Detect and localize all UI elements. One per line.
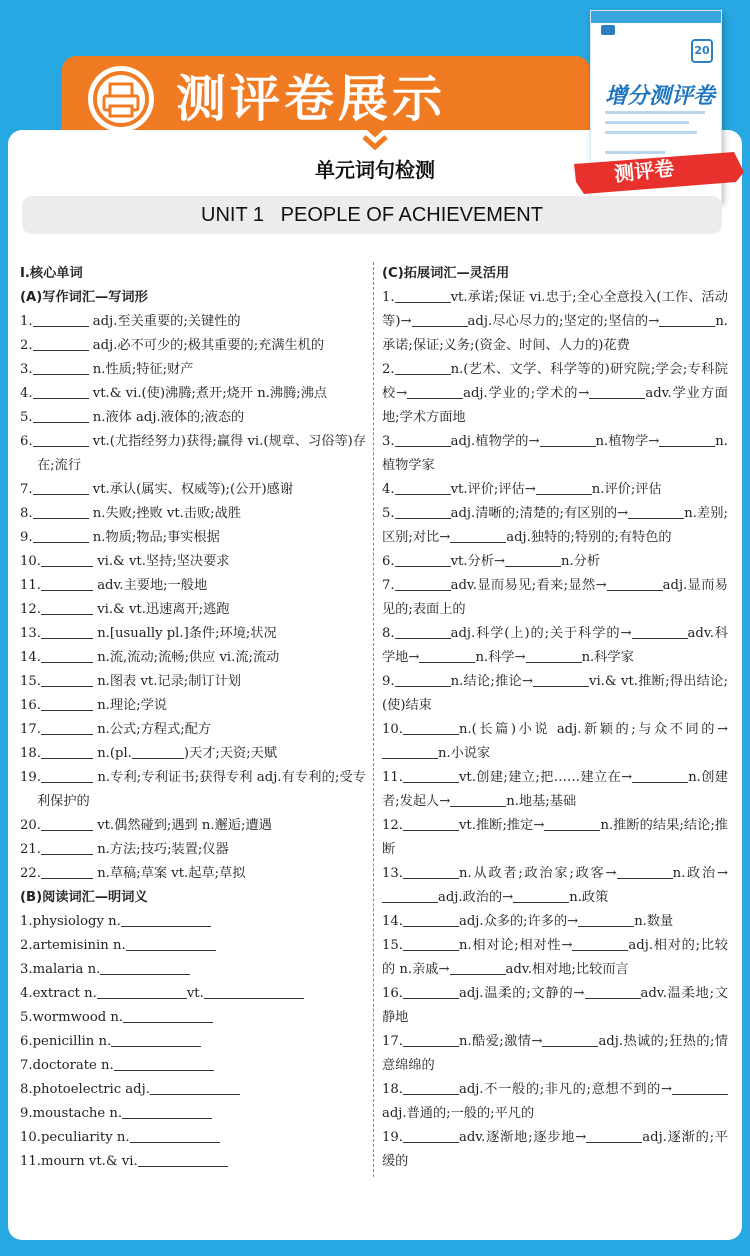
- answer-blank[interactable]: [536, 480, 592, 495]
- list-item: 10. n.(长篇)小说 adj.新颖的;与众不同的→n.小说家: [382, 722, 728, 761]
- book-title: 增分测评卷: [605, 84, 716, 109]
- list-item: 6. vt.分析→ n.分析: [382, 554, 601, 569]
- answer-blank[interactable]: [395, 504, 451, 519]
- list-item: 7.doctorate n.: [20, 1054, 366, 1078]
- answer-blank[interactable]: [542, 1032, 598, 1047]
- answer-blank[interactable]: [395, 288, 451, 303]
- list-item: 14. n.流,流动;流畅;供应 vi.流;流动: [20, 650, 280, 665]
- subsection-heading-a: (A)写作词汇—写词形: [20, 290, 148, 305]
- book-number: 20: [691, 39, 713, 63]
- list-item: 8.photoelectric adj.: [20, 1078, 366, 1102]
- right-column: [382, 262, 728, 1174]
- answer-blank[interactable]: [632, 624, 688, 639]
- list-item: 8. n.失败;挫败 vt.击败;战胜: [20, 506, 242, 521]
- answer-blank[interactable]: [632, 768, 688, 783]
- answer-blank[interactable]: [33, 312, 89, 327]
- answer-blank[interactable]: [41, 864, 93, 879]
- answer-blank[interactable]: [41, 648, 93, 663]
- answer-blank[interactable]: [41, 672, 93, 687]
- list-item: 12. vi.& vt.迅速离开;逃跑: [20, 602, 230, 617]
- answer-blank[interactable]: [395, 480, 451, 495]
- answer-blank[interactable]: [41, 768, 93, 783]
- list-item: 13. n.[usually pl.]条件;环境;状况: [20, 626, 277, 641]
- answer-blank[interactable]: [395, 576, 451, 591]
- list-item: 14. adj.众多的;许多的→ n.数量: [382, 914, 674, 929]
- answer-blank[interactable]: [533, 672, 589, 687]
- answer-blank[interactable]: [138, 1152, 228, 1167]
- answer-blank[interactable]: [544, 816, 600, 831]
- list-item: 16. n.理论;学说: [20, 698, 168, 713]
- document-title: 单元词句检测: [315, 158, 435, 182]
- answer-blank[interactable]: [121, 912, 211, 927]
- list-item: 12. vt.推断;推定→ n.推断的结果;结论;推断: [382, 818, 728, 857]
- list-item: 19. n.专利;专利证书;获得专利 adj.有专利的;受专利保护的: [20, 770, 366, 809]
- answer-blank[interactable]: [41, 600, 93, 615]
- list-item: 5. n.液体 adj.液体的;液态的: [20, 410, 245, 425]
- list-item: 18. n.(pl. )天才;天资;天赋: [20, 746, 278, 761]
- answer-blank[interactable]: [33, 528, 89, 543]
- answer-blank[interactable]: [111, 1032, 201, 1047]
- left-column: [20, 262, 366, 1174]
- answer-blank[interactable]: [513, 888, 569, 903]
- answer-blank[interactable]: [607, 576, 663, 591]
- answer-blank[interactable]: [403, 936, 459, 951]
- answer-blank[interactable]: [33, 384, 89, 399]
- publisher-logo-icon: [601, 25, 615, 35]
- answer-blank[interactable]: [585, 984, 641, 999]
- answer-blank[interactable]: [41, 744, 93, 759]
- column-divider: [373, 262, 374, 1177]
- answer-blank[interactable]: [403, 984, 459, 999]
- list-item: 4. vt.& vi.(使)沸腾;煮开;烧开 n.沸腾;沸点: [20, 386, 328, 401]
- answer-blank[interactable]: [33, 360, 89, 375]
- subsection-heading-c: (C)拓展词汇—灵活用: [382, 266, 510, 281]
- answer-blank[interactable]: [578, 912, 634, 927]
- answer-blank[interactable]: [41, 552, 93, 567]
- answer-blank[interactable]: [628, 504, 684, 519]
- list-item: 1.physiology n.: [20, 910, 366, 934]
- list-item: 21. n.方法;技巧;装置;仪器: [20, 842, 229, 857]
- answer-blank[interactable]: [395, 432, 451, 447]
- answer-blank[interactable]: [450, 960, 506, 975]
- answer-blank[interactable]: [403, 864, 459, 879]
- list-item: 8. adj.科学(上)的;关于科学的→ adv.科学地→ n.科学→ n.科学家: [382, 626, 728, 665]
- list-item: 11. adv.主要地;一般地: [20, 578, 208, 593]
- list-item: 18. adj.不一般的;非凡的;意想不到的→adj.普通的;一般的;平凡的: [382, 1078, 728, 1126]
- list-item: 4.extract n. vt.: [20, 982, 366, 1006]
- answer-blank[interactable]: [586, 1128, 642, 1143]
- chevron-down-icon: [360, 120, 390, 154]
- answer-blank[interactable]: [41, 624, 93, 639]
- list-item: 6. vt.(尤指经努力)获得;赢得 vi.(规章、习俗等)存在;流行: [20, 434, 366, 473]
- list-item: 15. n.相对论;相对性→ adj.相对的;比较的 n.亲戚→ adv.相对地;比较而言: [382, 938, 728, 977]
- answer-blank[interactable]: [33, 480, 89, 495]
- answer-blank[interactable]: [150, 1080, 240, 1095]
- banner-title: 测评卷展示: [176, 70, 446, 128]
- answer-blank[interactable]: [407, 384, 463, 399]
- answer-blank[interactable]: [122, 1104, 212, 1119]
- list-item: 10. vi.& vt.坚持;坚决要求: [20, 554, 230, 569]
- answer-blank[interactable]: [395, 552, 451, 567]
- list-item: 9.moustache n.: [20, 1102, 366, 1126]
- answer-blank[interactable]: [572, 936, 628, 951]
- answer-blank[interactable]: [412, 312, 468, 327]
- subsection-heading-b: (B)阅读词汇—明词义: [20, 890, 148, 905]
- list-item: 20. vt.偶然碰到;遇到 n.邂逅;遭遇: [20, 818, 272, 833]
- answer-blank[interactable]: [450, 528, 506, 543]
- answer-blank[interactable]: [41, 576, 93, 591]
- list-item: 10.peculiarity n.: [20, 1126, 366, 1150]
- answer-blank[interactable]: [403, 1032, 459, 1047]
- book-ribbon-label: 测评卷: [613, 155, 676, 187]
- section-heading: Ⅰ.核心单词: [20, 266, 83, 281]
- answer-blank[interactable]: [672, 1080, 728, 1095]
- list-item: 17. n.酷爱;激情→ adj.热诚的;狂热的;情意绵绵的: [382, 1034, 728, 1073]
- answer-blank[interactable]: [403, 768, 459, 783]
- answer-blank[interactable]: [126, 936, 216, 951]
- list-item: 6.penicillin n.: [20, 1030, 366, 1054]
- list-item: 3.malaria n.: [20, 958, 366, 982]
- list-item: 7. adv.显而易见;看来;显然→ adj.显而易见的;表面上的: [382, 578, 728, 617]
- answer-blank[interactable]: [33, 504, 89, 519]
- list-item: 22. n.草稿;草案 vt.起草;草拟: [20, 866, 246, 881]
- answer-blank[interactable]: [382, 744, 438, 759]
- answer-blank[interactable]: [97, 984, 187, 999]
- answer-blank[interactable]: [33, 408, 89, 423]
- list-item: 3. n.性质;特征;财产: [20, 362, 194, 377]
- answer-blank[interactable]: [132, 744, 184, 759]
- answer-blank[interactable]: [382, 888, 438, 903]
- list-item: 7. vt.承认(属实、权威等);(公开)感谢: [20, 482, 294, 497]
- answer-blank[interactable]: [395, 360, 451, 375]
- list-item: 2. adj.必不可少的;极其重要的;充满生机的: [20, 338, 325, 353]
- list-item: 15. n.图表 vt.记录;制订计划: [20, 674, 241, 689]
- answer-blank[interactable]: [130, 1128, 220, 1143]
- list-item: 17. n.公式;方程式;配方: [20, 722, 212, 737]
- answer-blank[interactable]: [204, 984, 304, 999]
- answer-blank[interactable]: [123, 1008, 213, 1023]
- list-item: 2.artemisinin n.: [20, 934, 366, 958]
- answer-blank[interactable]: [419, 648, 475, 663]
- answer-blank[interactable]: [659, 432, 715, 447]
- list-item: 5. adj.清晰的;清楚的;有区别的→ n.差别;区别;对比→ adj.独特的;特别的;有特色的: [382, 506, 728, 545]
- answer-blank[interactable]: [33, 432, 89, 447]
- test-paper-icon: [88, 66, 154, 132]
- answer-blank[interactable]: [114, 1056, 214, 1071]
- list-item: 16. adj.温柔的;文静的→ adv.温柔地;文静地: [382, 986, 729, 1025]
- answer-blank[interactable]: [659, 312, 715, 327]
- answer-blank[interactable]: [540, 432, 596, 447]
- list-item: 1. vt.承诺;保证 vi.忠于;全心全意投入(工作、活动等)→ adj.尽心尽力的;坚定的;坚信的→ n.承诺;保证;义务;(资金、时间、人力的)花费: [382, 290, 728, 353]
- answer-blank[interactable]: [41, 816, 93, 831]
- list-item: 4. vt.评价;评估→ n.评价;评估: [382, 482, 662, 497]
- list-item: 19. adv.逐渐地;逐步地→ adj.逐渐的;平缓的: [382, 1130, 728, 1169]
- answer-blank[interactable]: [403, 720, 459, 735]
- answer-blank[interactable]: [617, 864, 673, 879]
- answer-blank[interactable]: [526, 648, 582, 663]
- answer-blank[interactable]: [41, 840, 93, 855]
- answer-blank[interactable]: [41, 720, 93, 735]
- list-item: 13. n.从政者;政治家;政客→ n.政治→adj.政治的→ n.政策: [382, 866, 728, 905]
- answer-blank[interactable]: [589, 384, 645, 399]
- answer-blank[interactable]: [395, 672, 451, 687]
- answer-blank[interactable]: [41, 696, 93, 711]
- answer-blank[interactable]: [395, 624, 451, 639]
- unit-title: UNIT 1 PEOPLE OF ACHIEVEMENT: [201, 204, 543, 226]
- list-item: 5.wormwood n.: [20, 1006, 366, 1030]
- answer-blank[interactable]: [403, 912, 459, 927]
- answer-blank[interactable]: [100, 960, 190, 975]
- list-item: 3. adj.植物学的→ n.植物学→ n.植物学家: [382, 434, 728, 473]
- answer-blank[interactable]: [403, 816, 459, 831]
- answer-blank[interactable]: [403, 1128, 459, 1143]
- list-item: 11. vt.创建;建立;把……建立在→ n.创建者;发起人→ n.地基;基础: [382, 770, 728, 809]
- answer-blank[interactable]: [403, 1080, 459, 1095]
- list-item: 2. n.(艺术、文学、科学等的)研究院;学会;专科院校→ adj.学业的;学术的→ adv.学业方面地;学术方面地: [382, 362, 728, 425]
- list-item: 9. n.结论;推论→ vi.& vt.推断;得出结论;(使)结束: [382, 674, 728, 713]
- answer-blank[interactable]: [33, 336, 89, 351]
- list-item: 9. n.物质;物品;事实根据: [20, 530, 220, 545]
- list-item: 1. adj.至关重要的;关键性的: [20, 314, 241, 329]
- answer-blank[interactable]: [450, 792, 506, 807]
- answer-blank[interactable]: [505, 552, 561, 567]
- list-item: 11.mourn vt.& vi.: [20, 1150, 366, 1174]
